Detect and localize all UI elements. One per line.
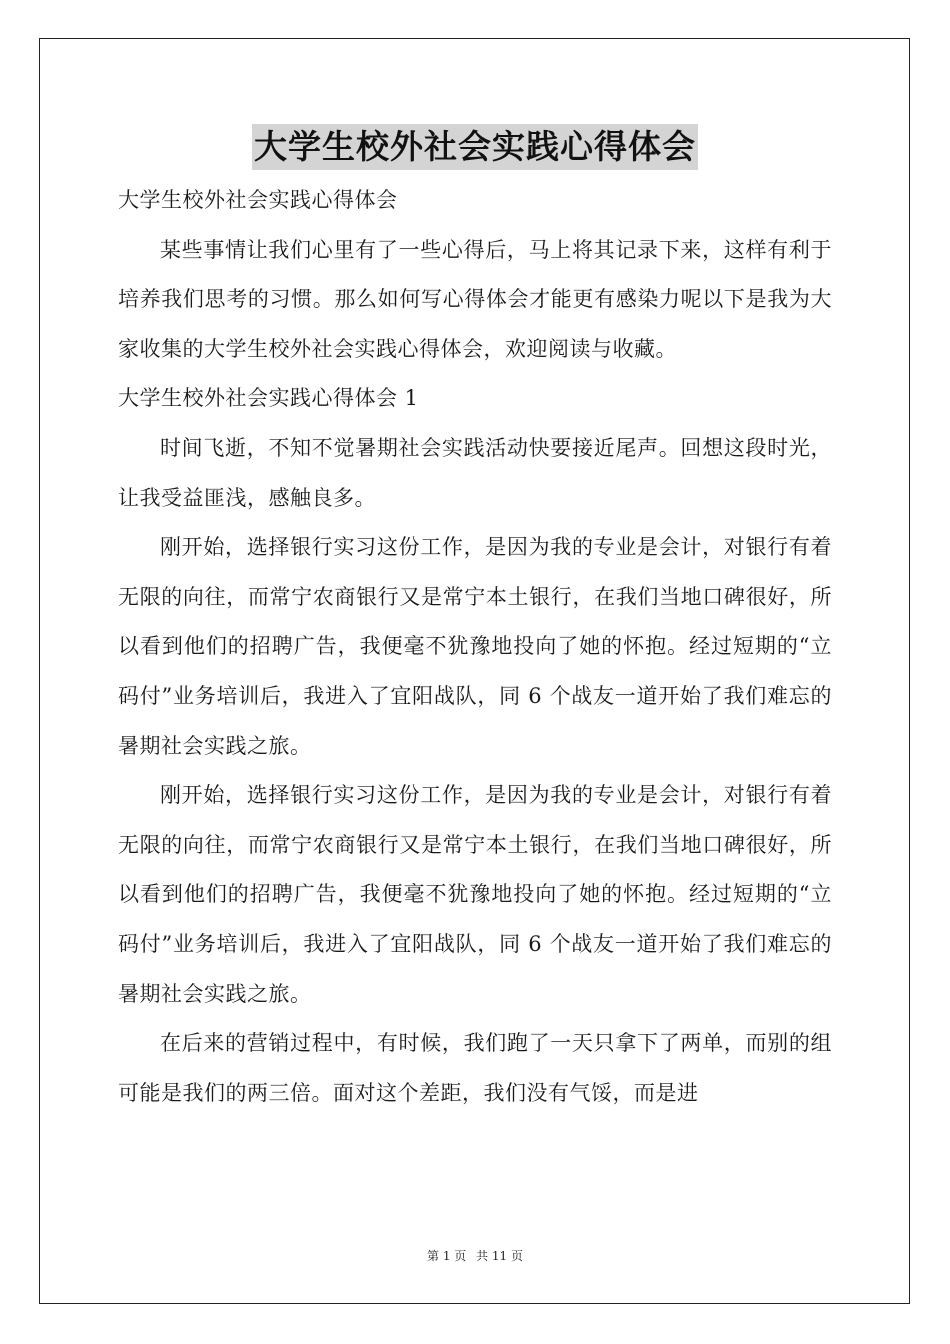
title-container (0, 124, 950, 170)
paragraph: 刚开始，选择银行实习这份工作，是因为我的专业是会计，对银行有着无限的向往，而常宁农商银行又是常宁本土银行，在我们当地口碑很好，所以看到他们的招聘广告，我便毫不犹豫地投向了她的怀抱。经过短期的“立码付”业务培训后，我进入了宜阳战队，同 6 个战友一道开始了我们难忘的暑期社会实践之旅。 (118, 535, 832, 758)
document-title: 大学生校外社会实践心得体会 (252, 124, 698, 170)
paragraph: 时间飞逝，不知不觉暑期社会实践活动快要接近尾声。回想这段时光，让我受益匪浅，感触良多。 (118, 435, 832, 510)
page-total: 共 11 页 (476, 1249, 523, 1263)
paragraph: 大学生校外社会实践心得体会 (118, 188, 398, 212)
paragraph: 某些事情让我们心里有了一些心得后，马上将其记录下来，这样有利于培养我们思考的习惯。那么如何写心得体会才能更有感染力呢以下是我为大家收集的大学生校外社会实践心得体会，欢迎阅读与收藏。 (118, 237, 832, 361)
page-footer (0, 1247, 950, 1264)
paragraph: 刚开始，选择银行实习这份工作，是因为我的专业是会计，对银行有着无限的向往，而常宁农商银行又是常宁本土银行，在我们当地口碑很好，所以看到他们的招聘广告，我便毫不犹豫地投向了她的怀抱。经过短期的“立码付”业务培训后，我进入了宜阳战队，同 6 个战友一道开始了我们难忘的暑期社会实践之旅。 (118, 783, 832, 1006)
paragraph: 大学生校外社会实践心得体会 1 (118, 386, 419, 411)
paragraph: 在后来的营销过程中，有时候，我们跑了一天只拿下了两单，而别的组可能是我们的两三倍。面对这个差距，我们没有气馁，而是进 (118, 1031, 832, 1105)
document-body (118, 176, 832, 1118)
page-number: 第 1 页 (427, 1249, 467, 1263)
